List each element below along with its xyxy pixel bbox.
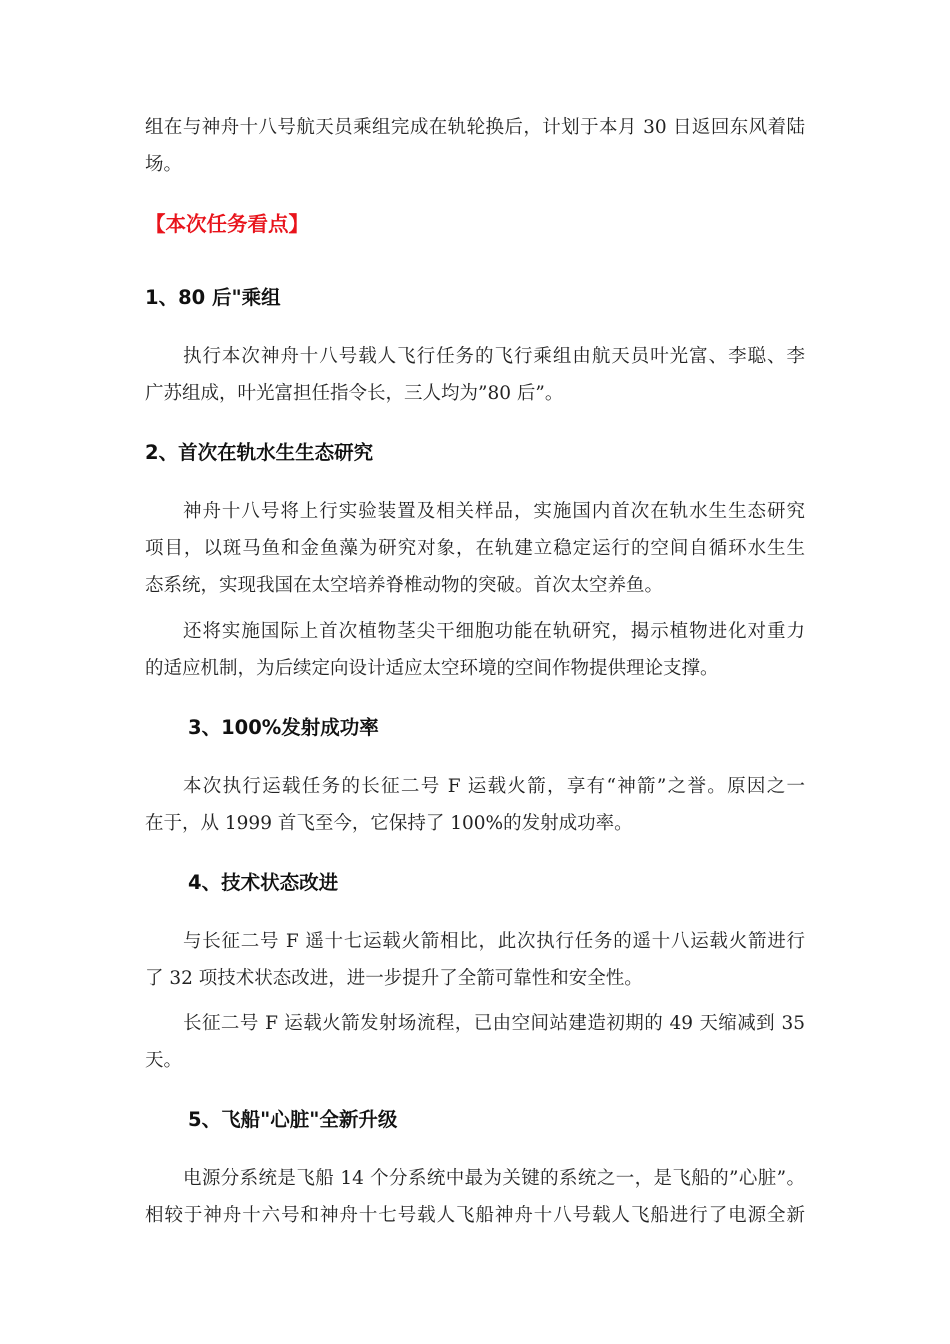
paragraph-line: 天。 (145, 1050, 183, 1071)
item-heading: 4、技术状态改进 (188, 871, 339, 894)
item-heading: 1、80 后"乘组 (145, 286, 281, 309)
paragraph-line: 广苏组成，叶光富担任指令长，三人均为”80 后”。 (145, 383, 564, 404)
paragraph-line: 相较于神舟十六号和神舟十七号载人飞船神舟十八号载人飞船进行了电源全新 (145, 1205, 805, 1226)
paragraph-line: 与长征二号 F 遥十七运载火箭相比，此次执行任务的遥十八运载火箭进行 (183, 931, 805, 952)
paragraph-line: 了 32 项技术状态改进，进一步提升了全箭可靠性和安全性。 (145, 968, 643, 989)
paragraph-line: 电源分系统是飞船 14 个分系统中最为关键的系统之一，是飞船的”心脏”。 (183, 1168, 805, 1189)
paragraph-line: 本次执行运载任务的长征二号 F 运载火箭，享有“神箭”之誉。原因之一 (183, 776, 805, 797)
paragraph-line: 态系统，实现我国在太空培养脊椎动物的突破。首次太空养鱼。 (145, 575, 664, 596)
paragraph-line: 在于，从 1999 首飞至今，它保持了 100%的发射成功率。 (145, 813, 633, 834)
item-heading: 5、飞船"心脏"全新升级 (188, 1108, 398, 1131)
intro-line: 组在与神舟十八号航天员乘组完成在轨轮换后，计划于本月 30 日返回东风着陆 (145, 117, 805, 138)
paragraph-line: 神舟十八号将上行实验装置及相关样品，实施国内首次在轨水生生态研究 (183, 501, 805, 522)
paragraph-line: 还将实施国际上首次植物茎尖干细胞功能在轨研究，揭示植物进化对重力 (183, 621, 805, 642)
paragraph-line: 的适应机制，为后续定向设计适应太空环境的空间作物提供理论支撑。 (145, 658, 719, 679)
item-heading: 2、首次在轨水生生态研究 (145, 441, 374, 464)
item-heading: 3、100%发射成功率 (188, 716, 379, 739)
paragraph-line: 项目，以斑马鱼和金鱼藻为研究对象，在轨建立稳定运行的空间自循环水生生 (145, 538, 805, 559)
paragraph-line: 执行本次神舟十八号载人飞行任务的飞行乘组由航天员叶光富、李聪、李 (183, 346, 805, 367)
paragraph-line: 长征二号 F 运载火箭发射场流程，已由空间站建造初期的 49 天缩减到 35 (183, 1013, 805, 1034)
section-title: 【本次任务看点】 (145, 212, 309, 236)
intro-line: 场。 (145, 154, 183, 175)
